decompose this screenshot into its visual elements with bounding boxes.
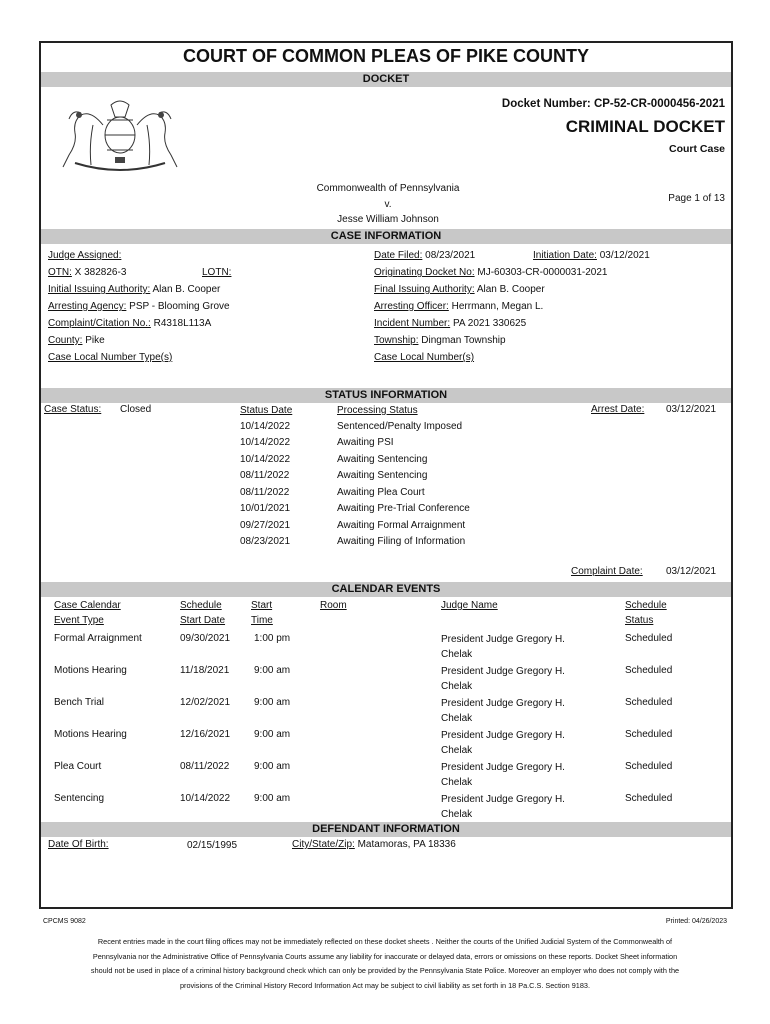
judge-name: Chelak (441, 745, 473, 756)
status-date: 10/14/2022 (240, 437, 291, 448)
plaintiff: Commonwealth of Pennsylvania (316, 183, 460, 194)
status-date: 08/11/2022 (240, 487, 290, 498)
case-local-numbers: Case Local Number(s) (374, 352, 475, 363)
judge-name: President Judge Gregory H. (441, 634, 565, 645)
col-header-start-date: Schedule (180, 600, 222, 611)
initial-issuing-authority: Initial Issuing Authority: Alan B. Cooper (48, 284, 221, 295)
incident-number: Incident Number: PA 2021 330625 (374, 318, 527, 329)
judge-name: President Judge Gregory H. (441, 698, 565, 709)
processing-status: Awaiting Filing of Information (337, 536, 466, 547)
processing-status: Awaiting Formal Arraignment (337, 520, 466, 531)
versus: v. (384, 199, 392, 210)
county: County: Pike (48, 335, 105, 346)
event-status: Scheduled (625, 633, 673, 644)
pennsylvania-seal-icon (55, 95, 185, 175)
event-date: 11/18/2021 (180, 665, 230, 676)
judge-name: Chelak (441, 809, 473, 820)
event-time: 9:00 am (254, 761, 291, 772)
col-header-event-type: Case Calendar (54, 600, 121, 611)
event-date: 09/30/2021 (180, 633, 231, 644)
final-issuing-authority: Final Issuing Authority: Alan B. Cooper (374, 284, 545, 295)
event-status: Scheduled (625, 697, 673, 708)
judge-name: President Judge Gregory H. (441, 730, 565, 741)
event-time: 9:00 am (254, 793, 291, 804)
judge-name: Chelak (441, 649, 473, 660)
calendar-events-bar: CALENDAR EVENTS (41, 582, 731, 597)
processing-status: Awaiting Sentencing (337, 470, 428, 481)
status-information-bar: STATUS INFORMATION (41, 388, 731, 403)
event-type: Motions Hearing (54, 665, 127, 676)
otn: OTN: X 382826-3 (48, 267, 127, 278)
col-header-start-time: Time (251, 615, 273, 626)
event-time: 9:00 am (254, 697, 291, 708)
event-type: Sentencing (54, 793, 105, 804)
case-local-number-types: Case Local Number Type(s) (48, 352, 173, 363)
complaint-date-label: Complaint Date: (571, 566, 643, 577)
disclaimer: Recent entries made in the court filing offices may not be immediately reflected on these docket sheets . Neither the courts of the Unified Judicial System of the Commonwealth of Pennsylvania nor the Administrative Office of Pennsylvania Courts assume any liability for inaccurate or delayed data, errors or omissions on these reports. Docket Sheet information should not be used in place of a criminal history background check which can only be provided by the Pennsylvania State Police. Moreover an employer who does not comply with the provisions of the Criminal History Record Information Act may be subject to civil liability as set forth in 18 Pa.C.S. Section 9183. (90, 937, 680, 990)
docket-bar: DOCKET (41, 72, 731, 87)
status-date: 08/23/2021 (240, 536, 291, 547)
event-time: 1:00 pm (254, 633, 291, 644)
judge-name: President Judge Gregory H. (441, 762, 565, 773)
processing-status: Awaiting PSI (337, 437, 394, 448)
col-header-status: Status (625, 615, 654, 626)
event-type: Motions Hearing (54, 729, 127, 740)
event-type: Bench Trial (54, 697, 105, 708)
originating-docket: Originating Docket No: MJ-60303-CR-0000031-2021 (374, 267, 608, 278)
judge-name: Chelak (441, 777, 473, 788)
event-status: Scheduled (625, 729, 673, 740)
status-date: 10/01/2021 (240, 503, 291, 514)
event-date: 08/11/2022 (180, 761, 230, 772)
processing-status: Awaiting Pre-Trial Conference (337, 503, 470, 514)
defendant-information-bar: DEFENDANT INFORMATION (41, 822, 731, 837)
criminal-docket-title: CRIMINAL DOCKET (565, 117, 725, 136)
city-state-zip: City/State/Zip: Matamoras, PA 18336 (292, 839, 456, 850)
date-filed: Date Filed: 08/23/2021 (374, 250, 476, 261)
event-status: Scheduled (625, 793, 673, 804)
event-time: 9:00 am (254, 729, 291, 740)
initiation-date: Initiation Date: 03/12/2021 (533, 250, 650, 261)
event-date: 12/02/2021 (180, 697, 231, 708)
processing-status-header: Processing Status (337, 405, 418, 416)
judge-name: President Judge Gregory H. (441, 666, 565, 677)
arrest-date-value: 03/12/2021 (666, 404, 717, 415)
event-date: 12/16/2021 (180, 729, 231, 740)
event-status: Scheduled (625, 761, 673, 772)
col-header-start-time: Start (251, 600, 273, 611)
judge-assigned: Judge Assigned: (48, 250, 122, 261)
complaint-date-value: 03/12/2021 (666, 566, 717, 577)
col-header-start-date: Start Date (180, 615, 226, 626)
event-date: 10/14/2022 (180, 793, 231, 804)
status-date: 08/11/2022 (240, 470, 290, 481)
page-number: Page 1 of 13 (668, 193, 725, 204)
judge-name: Chelak (441, 713, 473, 724)
processing-status: Awaiting Plea Court (337, 487, 425, 498)
case-information-bar: CASE INFORMATION (41, 229, 731, 244)
arresting-officer: Arresting Officer: Herrmann, Megan L. (374, 301, 544, 312)
arresting-agency: Arresting Agency: PSP - Blooming Grove (48, 301, 230, 312)
defendant-name: Jesse William Johnson (337, 214, 439, 225)
township: Township: Dingman Township (374, 335, 506, 346)
col-header-room: Room (320, 600, 347, 611)
printed-date: Printed: 04/26/2023 (665, 918, 727, 925)
processing-status: Sentenced/Penalty Imposed (337, 421, 463, 432)
event-type: Plea Court (54, 761, 102, 772)
complaint-citation: Complaint/Citation No.: R4318L113A (48, 318, 212, 329)
form-id: CPCMS 9082 (43, 918, 86, 925)
processing-status: Awaiting Sentencing (337, 454, 428, 465)
court-title: COURT OF COMMON PLEAS OF PIKE COUNTY (182, 46, 589, 66)
event-time: 9:00 am (254, 665, 291, 676)
lotn-label: LOTN: (202, 267, 232, 278)
dob-label: Date Of Birth: (48, 839, 109, 850)
judge-name: President Judge Gregory H. (441, 794, 565, 805)
arrest-date-label: Arrest Date: (591, 404, 645, 415)
case-kind: Court Case (668, 143, 725, 155)
docket-frame (39, 41, 733, 909)
docket-number: Docket Number: CP-52-CR-0000456-2021 (501, 98, 725, 110)
status-date: 09/27/2021 (240, 520, 291, 531)
case-status-value: Closed (120, 404, 152, 415)
col-header-status: Schedule (625, 600, 667, 611)
case-status-label: Case Status: (44, 404, 102, 415)
col-header-event-type: Event Type (54, 615, 104, 626)
judge-name: Chelak (441, 681, 473, 692)
status-date: 10/14/2022 (240, 421, 291, 432)
status-date: 10/14/2022 (240, 454, 291, 465)
event-type: Formal Arraignment (54, 633, 142, 644)
event-status: Scheduled (625, 665, 673, 676)
status-date-header: Status Date (240, 405, 293, 416)
col-header-judge: Judge Name (441, 600, 498, 611)
dob-value: 02/15/1995 (187, 840, 238, 851)
